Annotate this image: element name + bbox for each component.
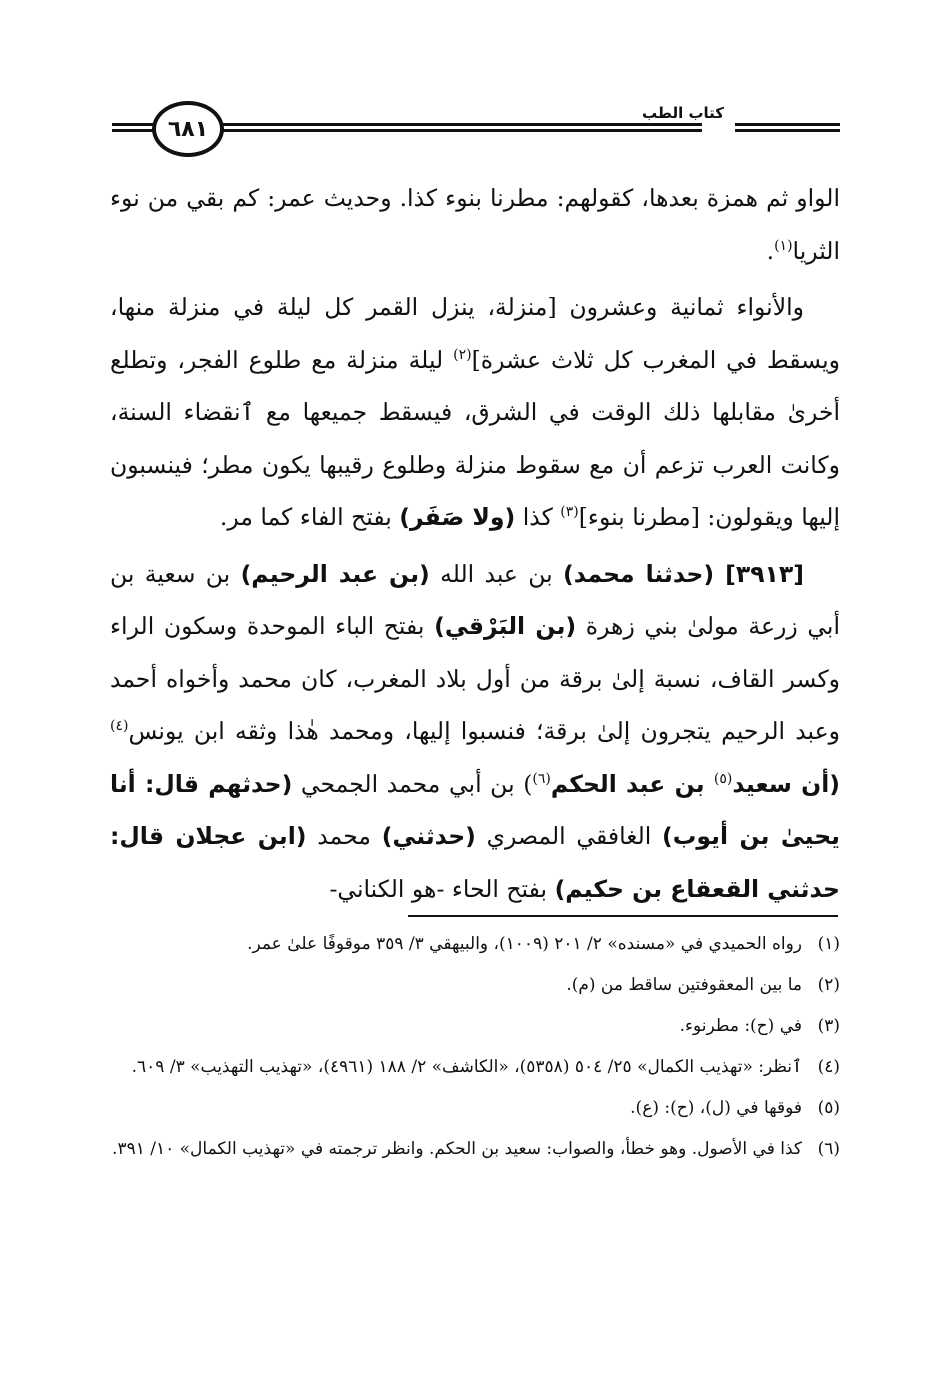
hadith-number: [٣٩١٣] (حدثنا محمد) <box>563 559 804 588</box>
text-run: بفتح الحاء -هو الكناني- <box>329 874 555 903</box>
bold-run: بن عبد الحكم <box>550 769 714 798</box>
footnote-text: رواه الحميدي في «مسنده» ٢/ ٢٠١ (١٠٠٩)، والبيهقي ٣/ ٣٥٩ موقوفًا علىٰ عمر. <box>247 934 802 954</box>
footnote-number: (١) <box>817 934 840 954</box>
paragraph-1 <box>110 172 840 277</box>
footnote-ref-3: (٣) <box>560 504 579 521</box>
bold-run: (حدثهم قال: أنا يحيىٰ بن أيوب) <box>110 769 840 850</box>
footnote-ref-1: (١) <box>774 237 793 254</box>
text-run: محمد <box>306 822 382 850</box>
text-run: بن عبد الله <box>429 559 564 588</box>
footnote-ref-2: (٢) <box>453 346 472 363</box>
text-run: والأنواء ثمانية وعشرون [منزلة، ينزل القمر كل ليلة في منزلة منها، ويسقط في المغرب كل ثلاث عشرة] <box>110 293 840 374</box>
footnote-item <box>110 1133 840 1165</box>
page-header <box>112 98 840 164</box>
footnote-ref-6: (٦) <box>532 770 551 787</box>
footnote-item <box>110 1051 840 1083</box>
header-rule-left <box>112 123 157 135</box>
footnote-item <box>110 1092 840 1124</box>
bold-run: (أن سعيد <box>732 769 841 798</box>
footnote-text: فوقها في (ل)، (ح): (ع). <box>630 1098 802 1118</box>
header-rule-middle <box>222 123 702 135</box>
footnote-item <box>110 1010 840 1042</box>
footnotes <box>110 928 840 1174</box>
text-run: بن سعية بن أبي زرعة مولىٰ بني زهرة <box>110 559 840 640</box>
footnote-separator <box>408 915 838 917</box>
footnote-item <box>110 928 840 960</box>
page-number: ٦٨١ <box>152 101 224 157</box>
bold-run: (ولا صَفَر) <box>399 503 516 531</box>
header-rule-right <box>735 123 840 135</box>
text-run: . <box>766 236 775 265</box>
text-run: ليلة منزلة مع طلوع الفجر، وتطلع أخرىٰ مقابلها ذلك الوقت في الشرق، فيسقط جميعها مع ٱنقضاء السنة، وكانت العرب تزعم أن مع سقوط منزلة وطلوع رقيبها يكون مطر؛ فينسبون إليها ويقولون: [مطرنا بنوء] <box>110 345 840 531</box>
footnote-number: (٣) <box>817 1016 840 1036</box>
footnote-text: في (ح): مطرنوء. <box>679 1016 802 1036</box>
footnote-number: (٤) <box>817 1057 840 1077</box>
main-text <box>110 172 840 915</box>
text-run: بفتح الباء الموحدة وسكون الراء وكسر القاف، نسبة إلىٰ برقة من أول بلاد المغرب، كان محمد وأخواه أحمد وعبد الرحيم يتجرون إلىٰ برقة؛ فنسبوا إليها، ومحمد هٰذا وثقه ابن يونس <box>110 612 840 745</box>
paragraph-3 <box>110 548 840 916</box>
bold-run: (حدثني) <box>381 822 476 850</box>
footnote-text: ٱنظر: «تهذيب الكمال» ٢٥/ ٥٠٤ (٥٣٥٨)، «الكاشف» ٢/ ١٨٨ (٤٩٦١)، «تهذيب التهذيب» ٣/ ٦٠٩. <box>131 1057 802 1077</box>
footnote-item <box>110 969 840 1001</box>
bold-run: (بن عبد الرحيم) <box>240 559 430 588</box>
footnote-ref-4: (٤) <box>110 718 129 735</box>
footnote-number: (٥) <box>817 1098 840 1118</box>
text-run: الغافقي المصري <box>475 822 663 850</box>
footnote-number: (٦) <box>817 1139 840 1159</box>
bold-run: (بن البَرْقي) <box>434 612 577 640</box>
text-run: كذا <box>515 503 561 531</box>
paragraph-2 <box>110 281 840 544</box>
footnote-text: كذا في الأصول. وهو خطأ، والصواب: سعيد بن الحكم. وانظر ترجمته في «تهذيب الكمال» ١٠/ ٣٩١. <box>112 1139 802 1159</box>
bold-run: (ابن عجلان قال: حدثني القعقاع بن حكيم) <box>110 822 840 903</box>
text-run: الواو ثم همزة بعدها، كقولهم: مطرنا بنوء كذا. وحديث عمر: كم بقي من نوء الثريا <box>110 184 840 265</box>
text-run: ) بن أبي محمد الجمحي <box>292 769 533 798</box>
chapter-title: كتاب الطب <box>638 104 728 122</box>
footnote-ref-5: (٥) <box>713 770 733 787</box>
footnote-number: (٢) <box>817 975 840 995</box>
footnote-text: ما بين المعقوفتين ساقط من (م). <box>566 975 802 995</box>
text-run: بفتح الفاء كما مر. <box>219 503 400 531</box>
